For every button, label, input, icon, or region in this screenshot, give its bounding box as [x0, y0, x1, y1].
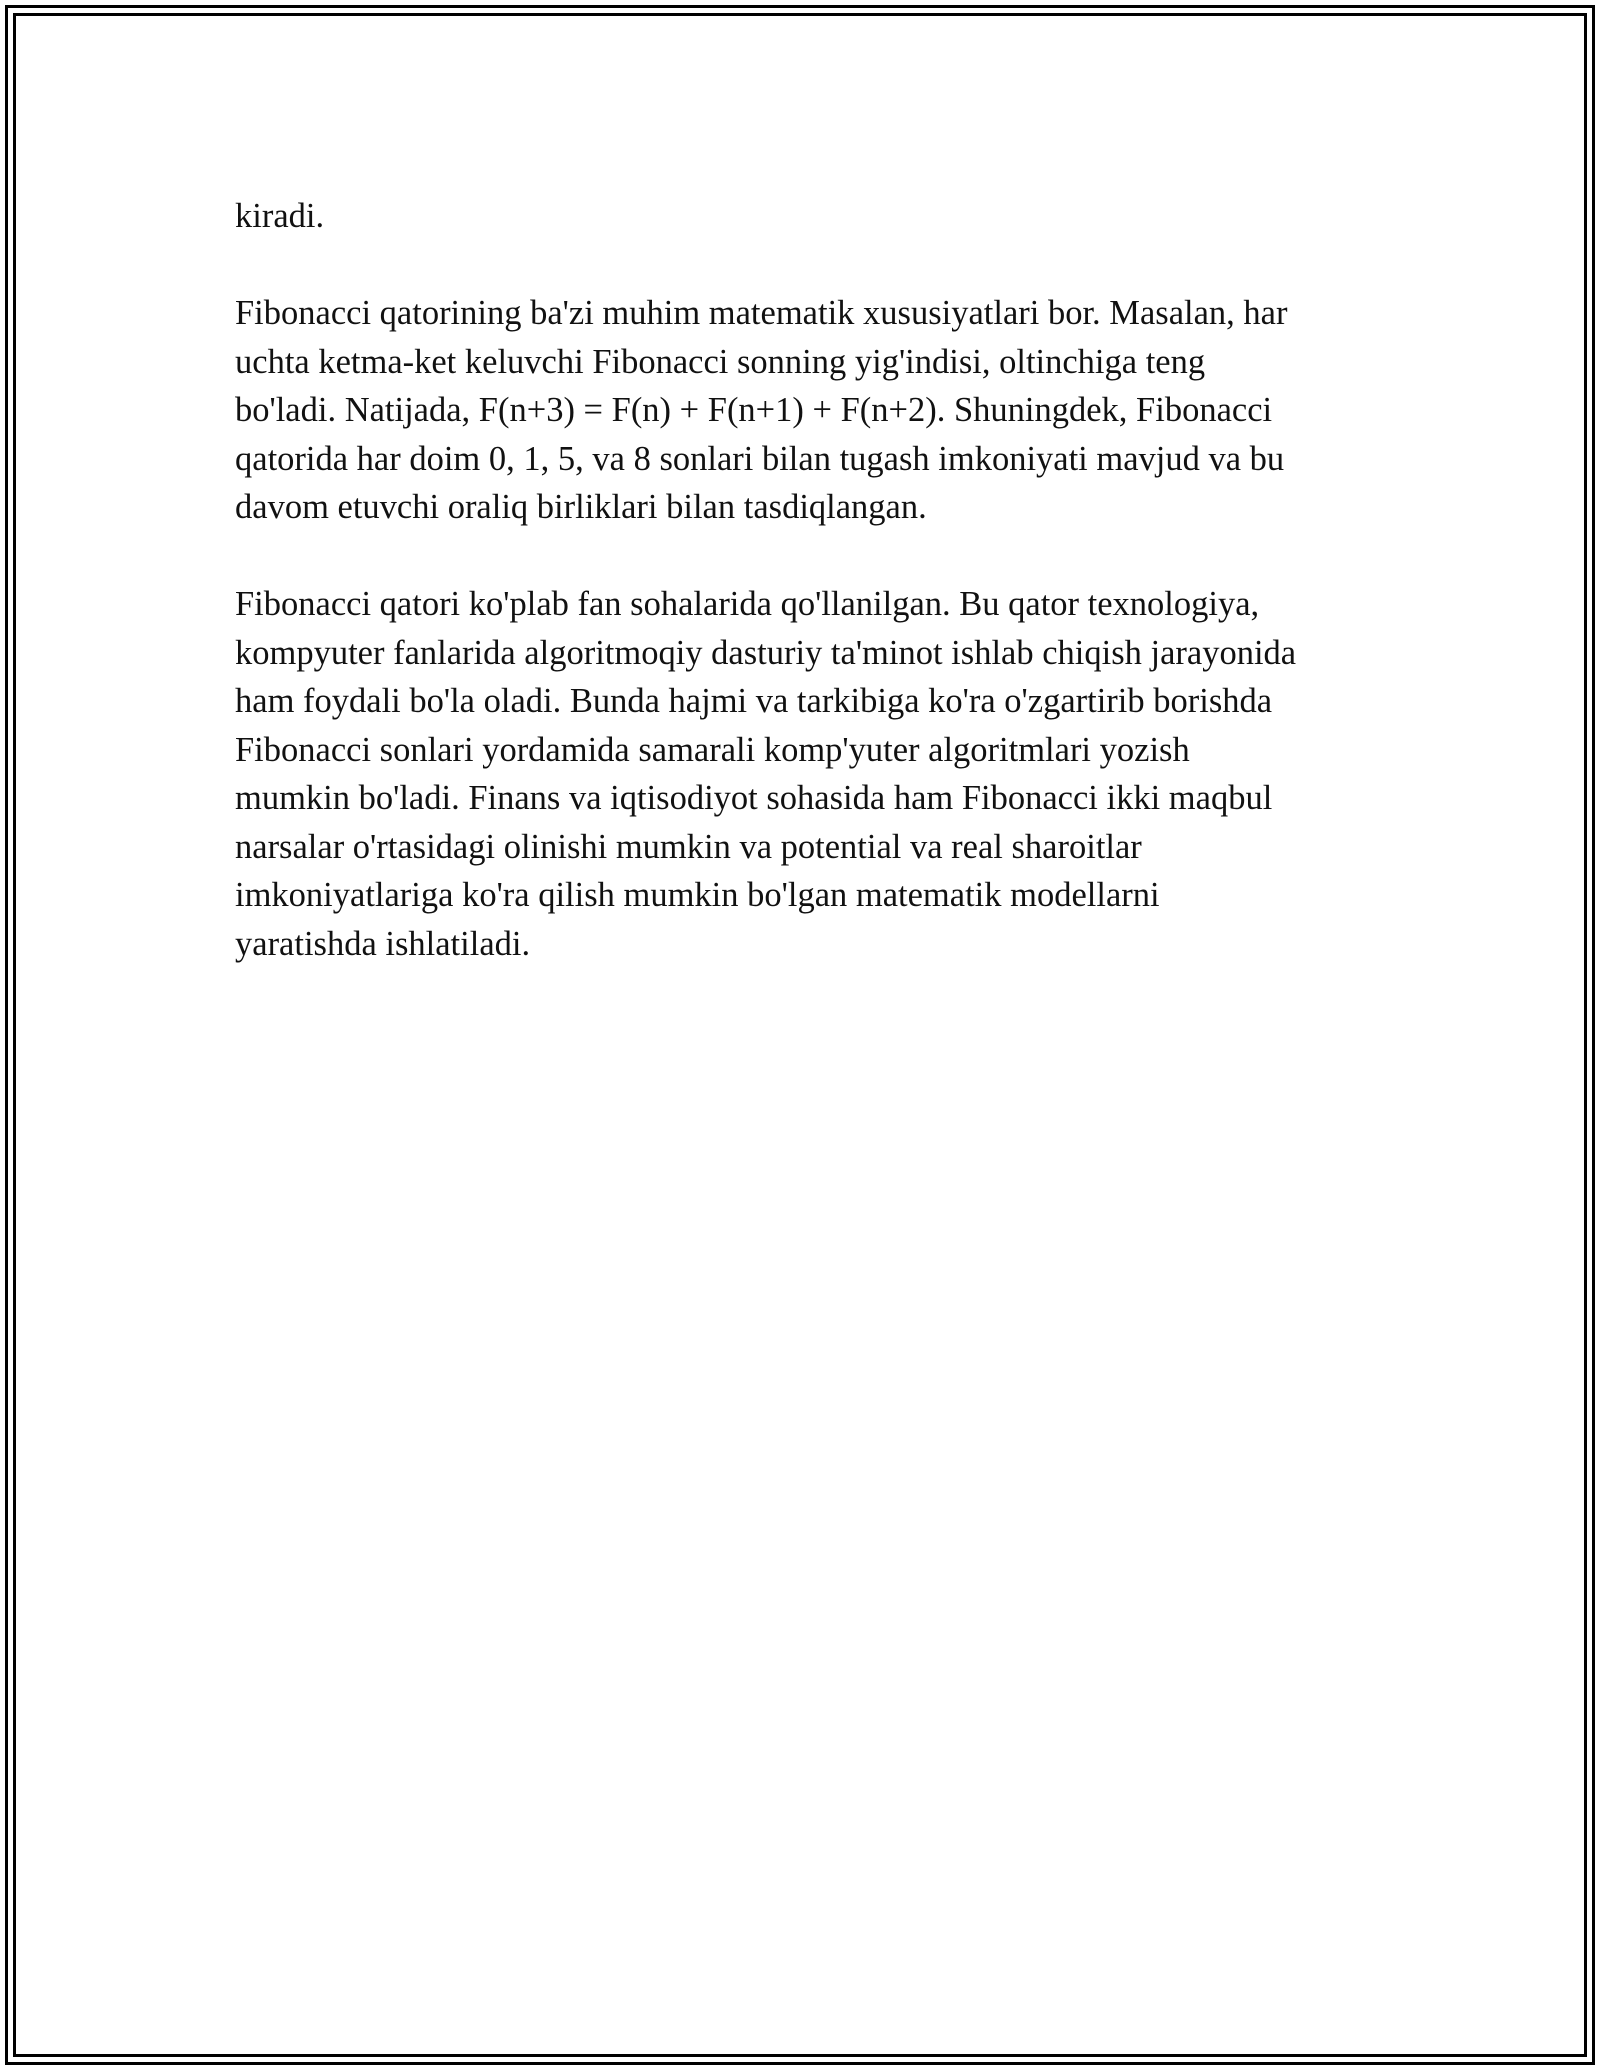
document-page — [5, 5, 1595, 2065]
paragraph-2 — [235, 289, 1395, 532]
text-line: kiradi. — [235, 197, 325, 235]
text-line: kompyuter fanlarida algoritmoqiy dasturiy ta'minot ishlab chiqish jarayonida — [235, 633, 1297, 672]
text-line: Fibonacci qatorining ba'zi muhim matematik xususiyatlari bor. Masalan, har — [235, 294, 1288, 332]
text-line: narsalar o'rtasidagi olinishi mumkin va potential va real sharoitlar — [235, 827, 1142, 866]
text-line: ham foydali bo'la oladi. Bunda hajmi va tarkibiga ko'ra o'zgartirib borishda — [235, 682, 1273, 720]
text-line: imkoniyatlariga ko'ra qilish mumkin bo'lgan matematik modellarni — [235, 876, 1160, 914]
text-line: yaratishda ishlatiladi. — [235, 924, 531, 963]
paragraph-1 — [235, 192, 1395, 241]
text-line: qatorida har doim 0, 1, 5, va 8 sonlari bilan tugash imkoniyati mavjud va bu — [235, 439, 1285, 478]
text-line: Fibonacci qatori ko'plab fan sohalarida qo'llanilgan. Bu qator texnologiya, — [235, 585, 1260, 623]
text-line: mumkin bo'ladi. Finans va iqtisodiyot sohasida ham Fibonacci ikki maqbul — [235, 779, 1273, 817]
text-line: bo'ladi. Natijada, F(n+3) = F(n) + F(n+1) + F(n+2). Shuningdek, Fibonacci — [235, 391, 1273, 429]
text-line: davom etuvchi oraliq birliklari bilan tasdiqlangan. — [235, 488, 927, 526]
paragraph-3 — [235, 580, 1395, 968]
text-line: uchta ketma-ket keluvchi Fibonacci sonning yig'indisi, oltinchiga teng — [235, 342, 1206, 381]
document-body — [235, 192, 1395, 1017]
text-line: Fibonacci sonlari yordamida samarali komp'yuter algoritmlari yozish — [235, 730, 1190, 769]
